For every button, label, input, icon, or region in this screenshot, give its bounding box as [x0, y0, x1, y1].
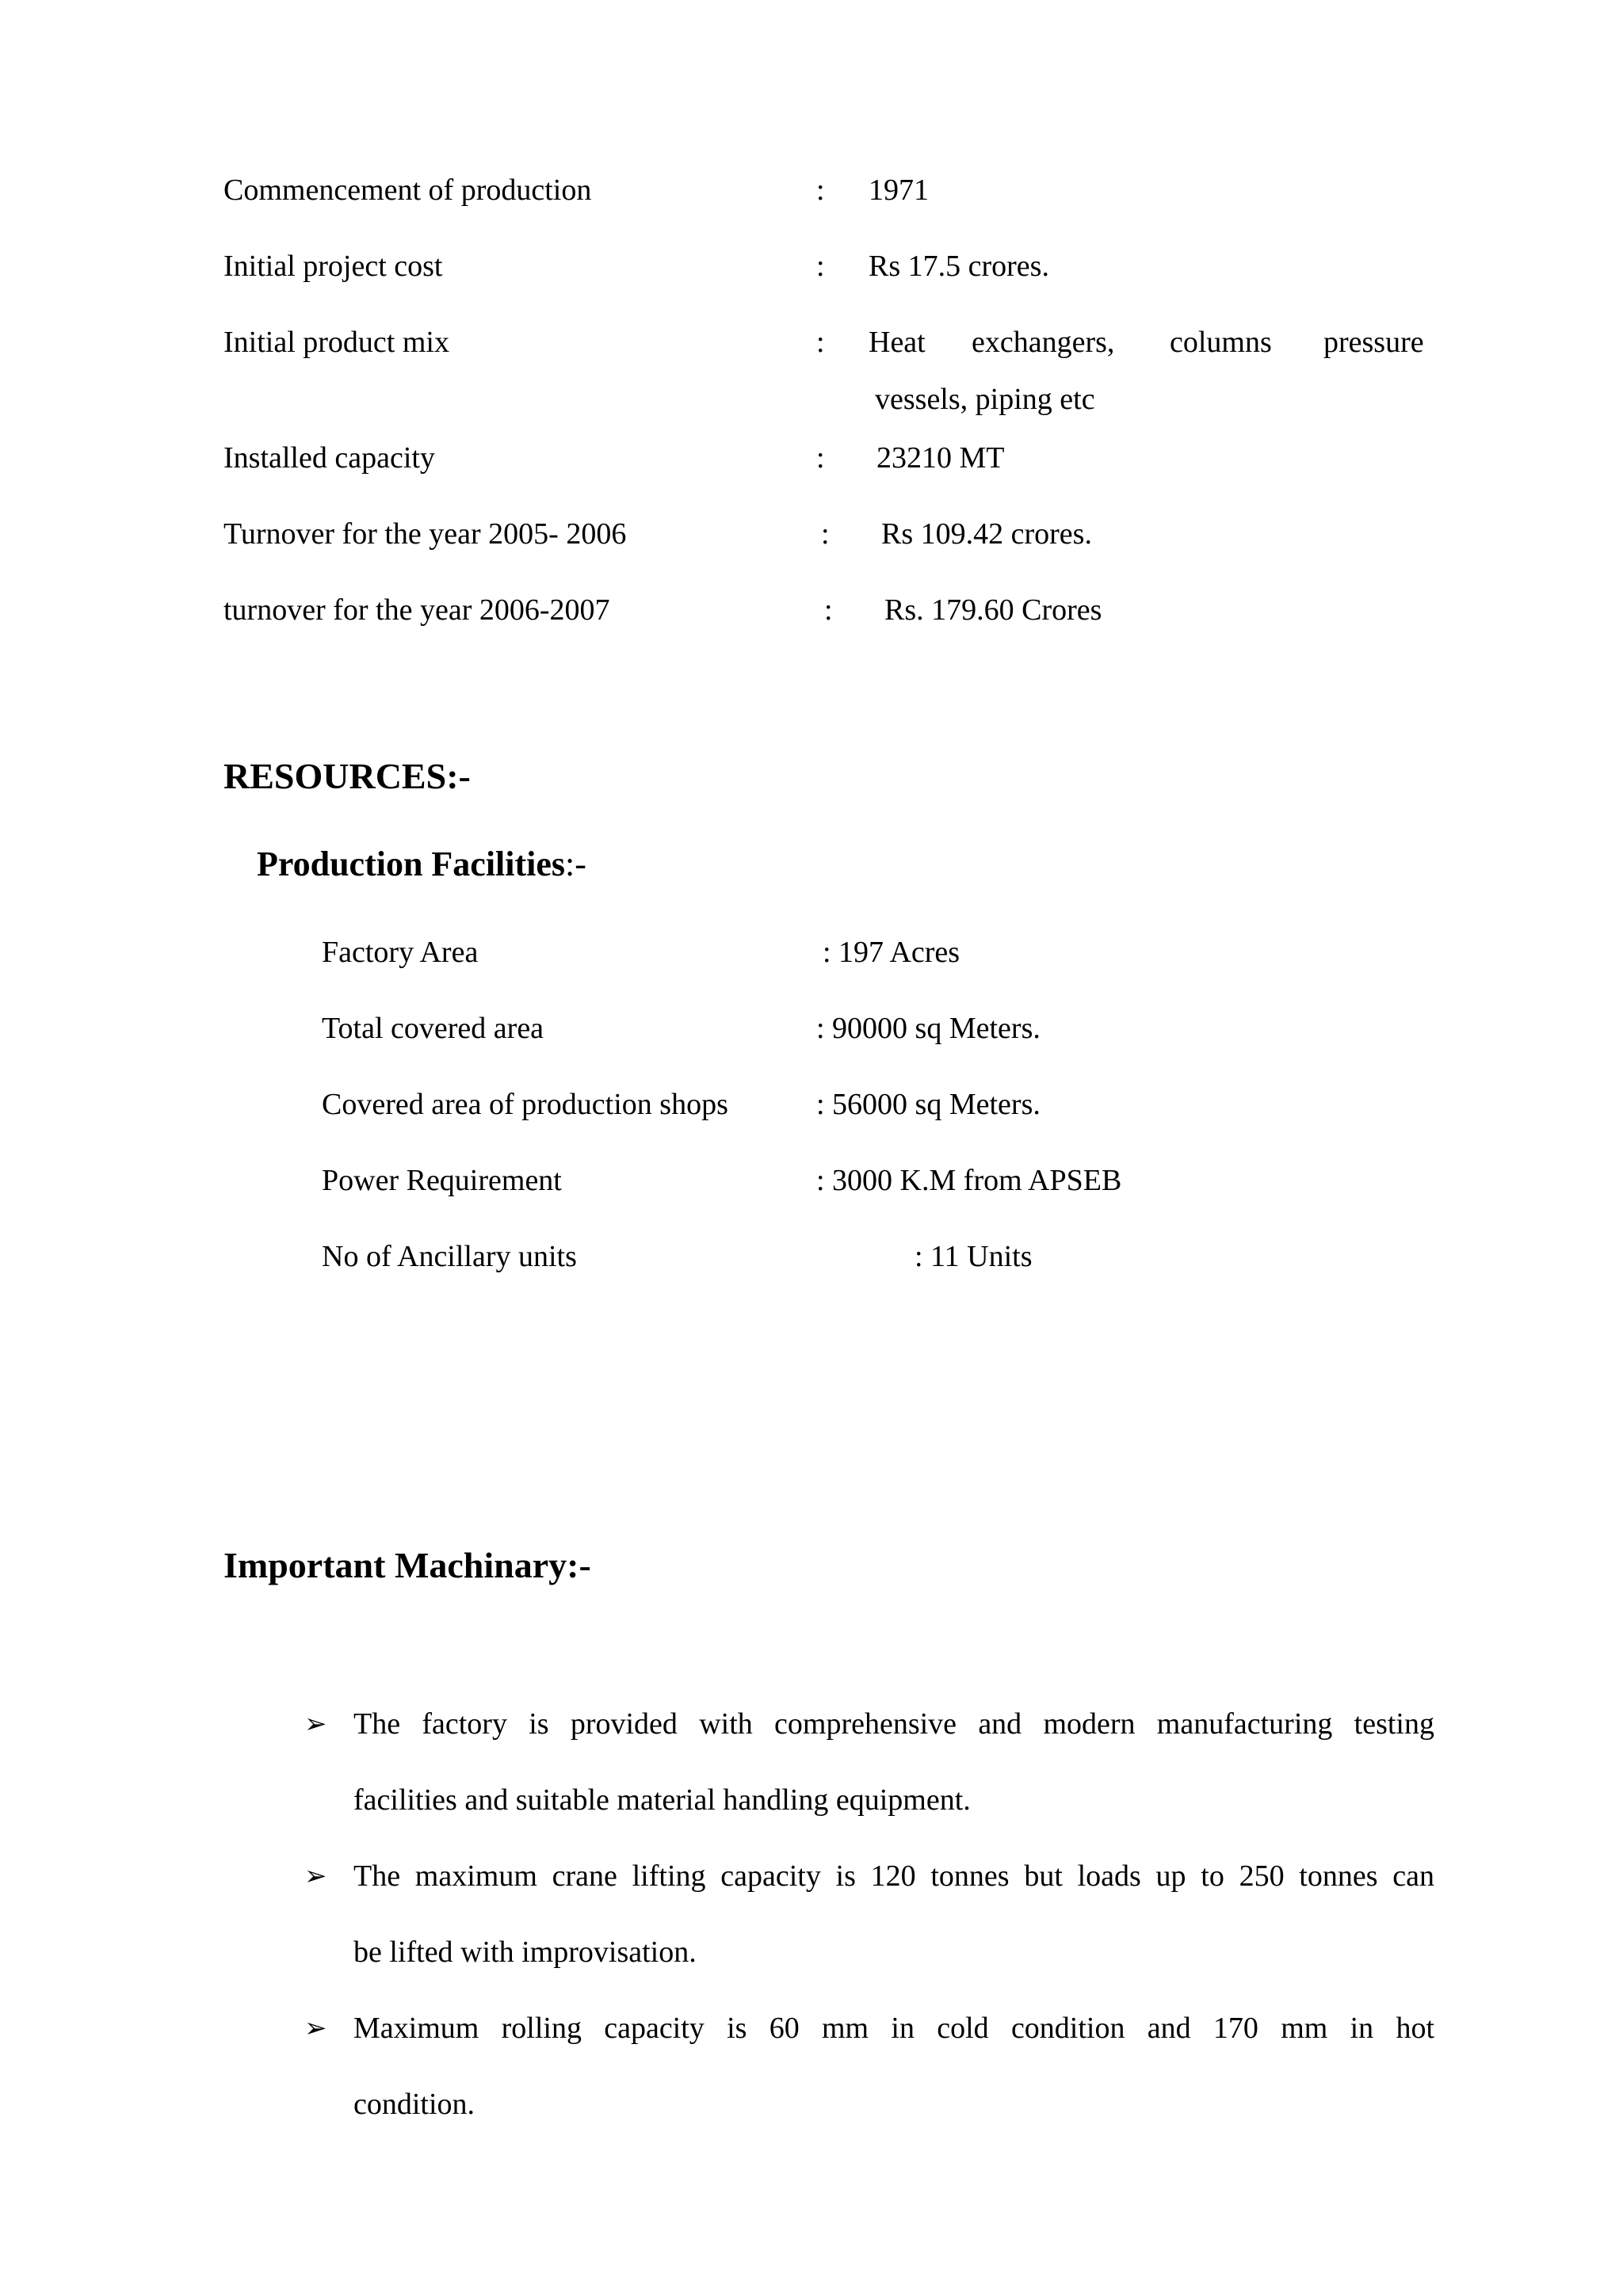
detail-label: Initial product mix [223, 326, 449, 359]
bullet-text-line: The factory is provided with comprehensive and modern manufacturing testing [353, 1707, 1434, 1741]
facility-label: No of Ancillary units [322, 1240, 577, 1273]
detail-value: Rs. 179.60 Crores [884, 593, 1102, 627]
production-facilities-heading-text: Production Facilities [257, 845, 566, 883]
production-facilities-heading-suffix: :- [565, 845, 586, 883]
bullet-text-line: Maximum rolling capacity is 60 mm in cold condition and 170 mm in hot [353, 2012, 1434, 2045]
detail-value-word: pressure [1323, 326, 1424, 359]
arrow-bullet-icon: ➢ [304, 2012, 327, 2044]
bullet-text-line: condition. [353, 2088, 475, 2121]
detail-value: 1971 [869, 174, 929, 207]
detail-value-word: exchangers, [972, 326, 1115, 359]
detail-separator: : [824, 593, 833, 627]
facility-value: : 197 Acres [823, 936, 960, 969]
bullet-text-line: facilities and suitable material handling equipment. [353, 1783, 971, 1817]
detail-label: Installed capacity [223, 441, 435, 475]
arrow-bullet-icon: ➢ [304, 1860, 327, 1892]
facility-label: Power Requirement [322, 1164, 562, 1197]
machinery-heading: Important Machinary:- [223, 1545, 591, 1585]
detail-value: Rs 109.42 crores. [881, 517, 1092, 551]
detail-separator: : [816, 250, 825, 283]
facility-value: : 56000 sq Meters. [816, 1088, 1041, 1121]
detail-separator: : [816, 326, 825, 359]
detail-value-continuation: vessels, piping etc [875, 383, 1095, 416]
facility-label: Factory Area [322, 936, 479, 969]
detail-separator: : [816, 441, 825, 475]
facility-value: : 90000 sq Meters. [816, 1012, 1041, 1045]
detail-value: Rs 17.5 crores. [869, 250, 1049, 283]
detail-separator: : [816, 174, 825, 207]
detail-value-word: Heat [869, 326, 926, 359]
resources-heading: RESOURCES:- [223, 756, 471, 796]
bullet-text-line: The maximum crane lifting capacity is 120 tonnes but loads up to 250 tonnes can [353, 1859, 1434, 1893]
bullet-text-line: be lifted with improvisation. [353, 1936, 697, 1969]
detail-value: 23210 MT [876, 441, 1005, 475]
arrow-bullet-icon: ➢ [304, 1708, 327, 1740]
facility-label: Total covered area [322, 1012, 544, 1045]
detail-label: Turnover for the year 2005- 2006 [223, 517, 627, 551]
detail-label: turnover for the year 2006-2007 [223, 593, 610, 627]
detail-label: Initial project cost [223, 250, 443, 283]
facility-value: : 11 Units [915, 1240, 1033, 1273]
detail-label: Commencement of production [223, 174, 592, 207]
detail-value-word: columns [1170, 326, 1272, 359]
facility-value: : 3000 K.M from APSEB [816, 1164, 1122, 1197]
production-facilities-heading [257, 845, 586, 884]
detail-separator: : [821, 517, 830, 551]
facility-label: Covered area of production shops [322, 1088, 728, 1121]
